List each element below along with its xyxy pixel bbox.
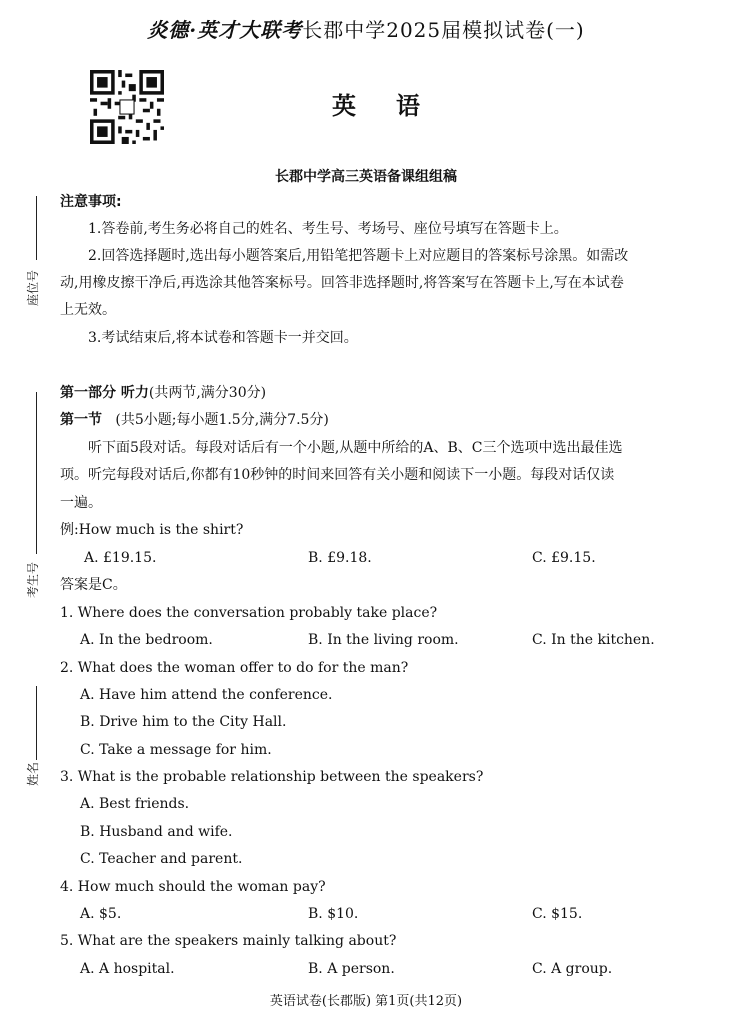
q2-option-a: A. Have him attend the conference. — [80, 687, 333, 703]
question-1: 1. Where does the conversation probably take place? — [60, 605, 438, 621]
q5-option-c: C. A group. — [532, 961, 613, 977]
q3-option-a: A. Best friends. — [80, 796, 190, 812]
brand-name: 炎德·英才大联考 — [147, 18, 303, 42]
example-option: A. £19.15. — [84, 550, 157, 566]
part-title — [60, 383, 266, 403]
q4-option-a: A. $5. — [80, 906, 122, 922]
instruction-line: 一遍。 — [60, 495, 102, 511]
q2-option-b: B. Drive him to the City Hall. — [80, 714, 287, 730]
notice-line: 3.考试结束后,将本试卷和答题卡一并交回。 — [88, 330, 358, 346]
q2-option-c: C. Take a message for him. — [80, 742, 272, 758]
title-text: 长郡中学2025届模拟试卷(一) — [302, 18, 585, 42]
part-title-score: (共两节,满分30分) — [148, 385, 267, 401]
instruction-line: 项。听完每段对话后,你都有10秒钟的时间来回答有关小题和阅读下一小题。每段对话仅读 — [60, 467, 615, 483]
notice-line: 2.回答选择题时,选出每小题答案后,用铅笔把答题卡上对应题目的答案标号涂黑。如需改 — [88, 248, 629, 264]
q1-option-c: C. In the kitchen. — [532, 632, 655, 648]
notice-heading: 注意事项: — [60, 194, 122, 210]
exam-title — [0, 14, 732, 43]
seat-label: 座位号 — [26, 269, 40, 306]
example-answer: 答案是C。 — [60, 577, 127, 593]
q5-option-b: B. A person. — [308, 961, 395, 977]
section-title-score: (共5小题;每小题1.5分,满分7.5分) — [115, 412, 329, 428]
q3-option-c: C. Teacher and parent. — [80, 851, 243, 867]
section-title-bold: 第一节 — [60, 412, 102, 428]
question-2: 2. What does the woman offer to do for the man? — [60, 660, 409, 676]
question-5: 5. What are the speakers mainly talking about? — [60, 933, 397, 949]
q1-option-b: B. In the living room. — [308, 632, 459, 648]
subject-title: 英语 — [332, 91, 460, 120]
q3-option-b: B. Husband and wife. — [80, 824, 233, 840]
question-4: 4. How much should the woman pay? — [60, 879, 326, 895]
q5-option-a: A. A hospital. — [80, 961, 175, 977]
q4-option-c: C. $15. — [532, 906, 583, 922]
part-title-bold: 第一部分 听力 — [60, 385, 149, 401]
instruction-line: 听下面5段对话。每段对话后有一个小题,从题中所给的A、B、C三个选项中选出最佳选 — [88, 440, 623, 456]
q4-option-b: B. $10. — [308, 906, 359, 922]
byline: 长郡中学高三英语备课组组稿 — [275, 169, 457, 185]
q1-option-a: A. In the bedroom. — [80, 632, 213, 648]
qr-code-icon — [90, 70, 164, 144]
example-option: C. £9.15. — [532, 550, 596, 566]
example-question: 例:How much is the shirt? — [60, 522, 244, 538]
notice-line: 上无效。 — [60, 302, 116, 318]
seat-line — [36, 196, 37, 260]
section-title — [60, 410, 329, 430]
question-3: 3. What is the probable relationship between the speakers? — [60, 769, 484, 785]
name-line — [36, 686, 37, 760]
exam-no-label: 考生号 — [26, 561, 40, 598]
name-label: 姓名 — [26, 761, 40, 786]
exam-no-line — [36, 392, 37, 554]
notice-line: 1.答卷前,考生务必将自己的姓名、考生号、考场号、座位号填写在答题卡上。 — [88, 221, 568, 237]
notice-line: 动,用橡皮擦干净后,再选涂其他答案标号。回答非选择题时,将答案写在答题卡上,写在本试卷 — [60, 275, 624, 291]
example-option: B. £9.18. — [308, 550, 372, 566]
page-footer: 英语试卷(长郡版) 第1页(共12页) — [269, 994, 463, 1009]
